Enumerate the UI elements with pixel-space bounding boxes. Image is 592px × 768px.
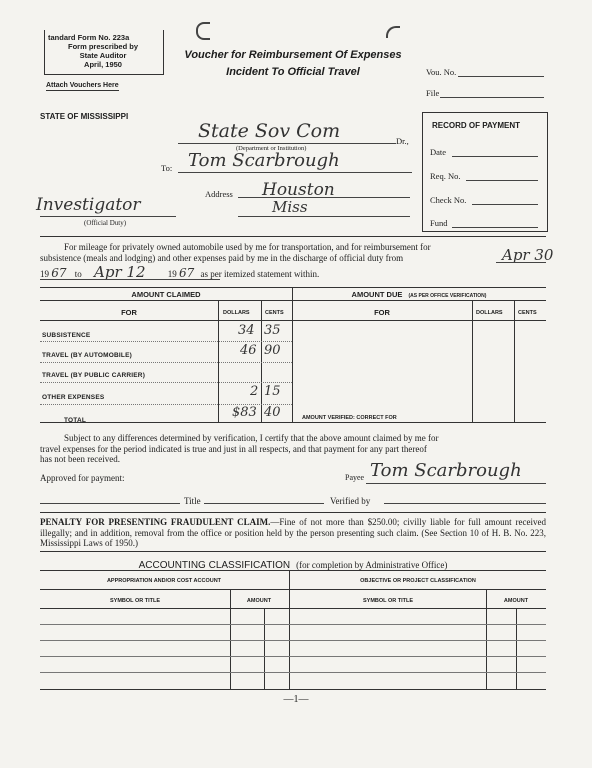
row-travel-public-label: TRAVEL (BY PUBLIC CARRIER) [42,372,146,379]
payee-signature: Tom Scarbrough [370,460,522,481]
penalty-text: —Fine of not more than $250.00; civilly liable for full amount received illegally; and in addition, removal from the office or position held by the person presenting such claim. (See Section 10 of H. B. No. 223, Mississippi Laws of 1950.) [40,517,546,548]
row-subsistence-label: SUBSISTENCE [42,332,91,339]
form-number-text [44,33,162,69]
table-top [40,287,546,288]
acct-col-right-cents [516,608,517,689]
accounting-subheader-rule [40,608,546,609]
acct-col-right-amount [486,589,487,689]
department-suffix: Dr., [396,136,409,146]
certify-line-2: travel expenses for the period indicated is true and just in all respects, and that payment for any part thereof [40,443,427,454]
acct-row-rule-4 [40,672,546,673]
appropriation-header: APPROPRIATION AND/OR COST ACCOUNT [106,578,222,584]
left-symbol-header: SYMBOL OR TITLE [109,598,160,604]
title-line-2: Incident To Official Travel [226,66,360,78]
acct-col-left-cents [264,608,265,689]
address-line1-handwriting: Houston [262,180,335,200]
certify-line-3: has not been received. [40,454,120,464]
row-rule-3 [40,382,292,383]
mileage-line-2 [40,253,510,264]
verified-by-line [384,503,546,504]
objective-header: OBJECTIVE OR PROJECT CLASSIFICATION [360,578,476,584]
file-label: File [426,88,440,98]
file-line [440,97,544,98]
to-word: to [74,269,82,279]
state-label: STATE OF MISSISSIPPI [40,112,129,121]
accounting-bottom [40,689,546,690]
row-travel-auto-cents: 90 [264,343,281,358]
from-date-handwriting: Apr 30 [502,246,554,264]
claimed-for-header: FOR [121,308,137,317]
row-travel-auto-dollars: 46 [240,343,257,358]
table-col-due-cents [514,300,515,422]
to-date-handwriting: Apr 12 [94,263,146,281]
payee-name-handwriting: Tom Scarbrough [188,150,340,171]
due-for-header: FOR [374,308,390,317]
department-line [178,143,396,144]
table-header-rule [40,300,546,301]
duty-caption: (Official Duty) [84,219,127,227]
accounting-title: ACCOUNTING CLASSIFICATION [138,560,291,571]
penalty-bold: PENALTY FOR PRESENTING FRAUDULENT CLAIM. [40,517,271,527]
period-underline [40,279,220,280]
address-line-1 [238,197,410,198]
address-line-2 [238,216,410,217]
mileage-text-2: subsistence (meals and lodging) and other expenses paid by me in the discharge of official duty from [40,253,404,263]
amount-due-note: (AS PER OFFICE VERIFICATION) [408,293,487,299]
acct-row-rule-3 [40,656,546,657]
year-handwriting-2: 67 [179,266,195,280]
department-caption: (Department or Institution) [236,145,307,152]
vou-no-line [458,76,544,77]
to-label: To: [161,163,173,173]
amount-due-header [292,290,546,299]
record-title: RECORD OF PAYMENT [432,121,521,130]
attach-vouchers: Attach Vouchers Here [46,82,119,89]
form-line-4: April, 1950 [84,60,122,69]
due-cents-header: CENTS [518,310,537,316]
from-date-line [496,262,546,263]
approved-label: Approved for payment: [40,473,125,483]
form-line-1: tandard Form No. 223a [48,33,130,42]
claimed-dollars-header: DOLLARS [223,310,250,316]
title-line [204,503,324,504]
department-handwriting: State Sov Com [198,120,341,142]
table-col-due-dollars [472,300,473,422]
amount-verified-label: AMOUNT VERIFIED: CORRECT FOR [302,415,397,421]
row-total-cents: 40 [264,405,281,420]
header-divider [40,236,546,237]
payee-line [366,483,546,484]
record-date-line [452,156,538,157]
record-req-label: Req. No. [430,171,461,181]
period-line [40,263,546,281]
certify-line-1: Subject to any differences determined by verification, I certify that the above amount claimed by me for [64,433,439,443]
row-subsistence-cents: 35 [264,323,281,338]
row-other-cents: 15 [264,384,281,399]
record-fund-line [452,227,538,228]
record-check-line [472,204,538,205]
binder-hole-right [386,26,400,38]
row-total-dollars: $83 [232,405,257,420]
row-subsistence-dollars: 34 [238,323,255,338]
row-other-label: OTHER EXPENSES [42,394,105,401]
year-prefix-1: 19 [40,269,49,279]
claimed-cents-header: CENTS [265,310,284,316]
mileage-tail: as per itemized statement within. [200,269,320,279]
acct-col-left-amount [230,589,231,689]
mileage-line-1 [40,242,546,253]
table-bottom [40,422,546,423]
table-col-middle [292,287,293,422]
title-line-1: Voucher for Reimbursement Of Expenses [184,49,402,61]
address-line2-handwriting: Miss [272,198,308,216]
amount-due-title: AMOUNT DUE [351,290,403,299]
row-travel-auto-label: TRAVEL (BY AUTOMOBILE) [42,352,132,359]
row-rule-1 [40,341,292,342]
accounting-title-rule [40,570,546,571]
address-label: Address [205,189,233,199]
acct-row-rule-2 [40,640,546,641]
penalty-paragraph [40,517,546,549]
accounting-top-rule [40,551,546,552]
record-date-label: Date [430,147,447,157]
accounting-header-rule [40,589,546,590]
approved-line [40,503,180,504]
mileage-text-1: For mileage for privately owned automobile used by me for transportation, and for reimbursement for [64,242,431,252]
table-subheader-rule [40,320,546,321]
record-check-label: Check No. [430,195,467,205]
form-line-2: Form prescribed by [67,42,139,51]
vou-no-label: Vou. No. [426,67,457,77]
right-amount-header: AMOUNT [503,598,529,604]
row-rule-2 [40,362,292,363]
penalty-top-rule [40,512,546,513]
left-amount-header: AMOUNT [246,598,272,604]
acct-row-rule-1 [40,624,546,625]
duty-line [40,216,176,217]
amount-claimed-header: AMOUNT CLAIMED [131,290,201,299]
row-other-dollars: 2 [250,384,259,399]
duty-handwriting: Investigator [36,195,141,215]
to-line [178,172,412,173]
record-fund-label: Fund [430,218,448,228]
due-dollars-header: DOLLARS [476,310,503,316]
right-symbol-header: SYMBOL OR TITLE [362,598,413,604]
year-handwriting-1: 67 [51,266,67,280]
title-label: Title [184,496,201,506]
form-title [150,47,436,81]
form-line-3: State Auditor [79,51,127,60]
year-prefix-2: 19 [167,269,177,279]
payee-label: Payee [345,473,365,482]
record-req-line [466,180,538,181]
row-total-label: TOTAL [64,417,87,424]
verified-by-label: Verified by [330,496,371,506]
binder-hole-left [196,22,210,40]
accounting-note: (for completion by Administrative Office) [296,560,448,570]
page-number: —1— [283,694,309,705]
